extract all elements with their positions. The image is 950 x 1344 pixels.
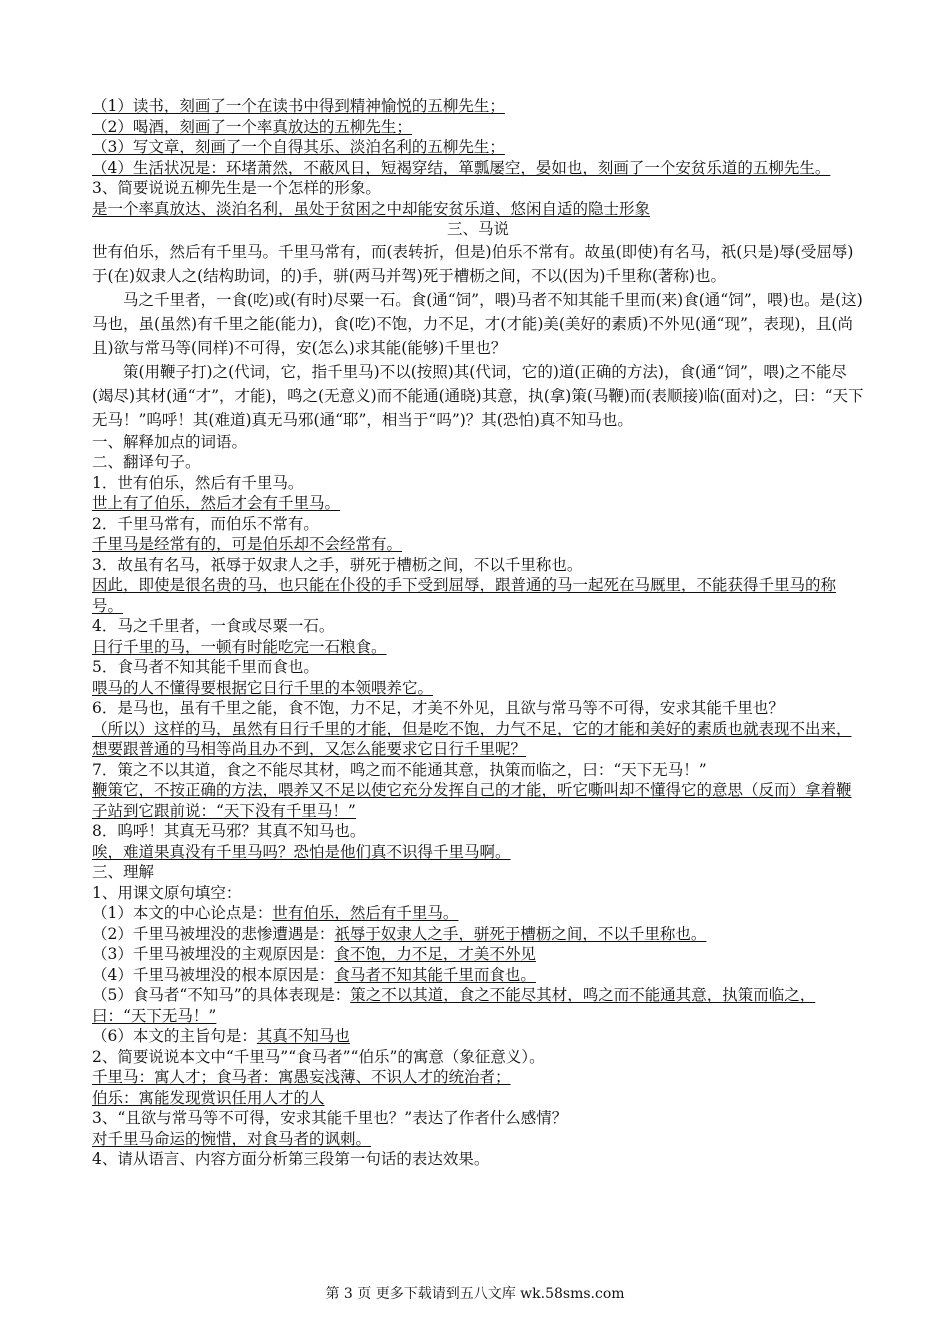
answer-2a: 千里马：寓人才；食马者：寓愚妄浅薄、不识人才的统治者； xyxy=(92,1068,511,1086)
page-footer: 第 3 页 更多下载请到五八文库 wk.58sms.com xyxy=(325,1286,625,1302)
translation-answer: 鞭策它，不按正确的方法，喂养又不足以使它充分发挥自己的才能，听它嘶叫却不懂得它的意思（反而）拿着鞭子站到它跟前说：“天下没有千里马！” xyxy=(92,781,852,820)
fill-answer: 食不饱，力不足，才美不外见 xyxy=(334,945,536,963)
fill-item xyxy=(92,1026,864,1047)
translation-answer: 千里马是经常有的，可是伯乐却不会经常有。 xyxy=(92,535,403,553)
translation-question: 3．故虽有名马，祇辱于奴隶人之手，骈死于槽枥之间，不以千里称也。 xyxy=(92,555,583,574)
fill-title: 1、用课文原句填空： xyxy=(92,883,242,902)
answer-3b: 对千里马命运的惋惜，对食马者的讽刺。 xyxy=(92,1129,372,1148)
translation-question: 5．食马者不知其能千里而食也。 xyxy=(92,658,319,676)
answer-line-3: （3）写文章，刻画了一个自得其乐、淡泊名利的五柳先生； xyxy=(92,138,505,156)
answer-line-1: （1）读书，刻画了一个在读书中得到精神愉悦的五柳先生； xyxy=(92,97,505,115)
passage-paragraph-1: 世有伯乐，然后有千里马。千里马常有，而(表转折，但是)伯乐不常有。故虽(即使)有名马，祇(只是)辱(受屈辱)于(在)奴隶人之(结构助词，的)手，骈(两马并驾)死于槽枥之间，不以(因为)千里称(著称)也。 xyxy=(92,242,854,285)
translation-question: 8．呜呼！其真无马邪？其真不知马也。 xyxy=(92,822,366,840)
fill-question: （2）千里马被埋没的悲惨遭遇是： xyxy=(92,924,335,943)
translation-question: 2．千里马常有，而伯乐不常有。 xyxy=(92,514,319,533)
fill-answer: 策之不以其道，食之不能尽其材，鸣之而不能通其意，执策而临之，曰：“天下无马！” xyxy=(92,986,816,1025)
translation-question: 1．世有伯乐，然后有千里马。 xyxy=(92,473,304,492)
translation-answer: 世上有了伯乐，然后才会有千里马。 xyxy=(92,494,341,512)
fill-question: （5）食马者“不知马”的具体表现是： xyxy=(92,986,351,1004)
section-1-heading: 一、解释加点的词语。 xyxy=(92,432,248,451)
translation-question: 7．策之不以其道，食之不能尽其材，鸣之而不能通其意，执策而临之，曰：“天下无马！” xyxy=(92,760,707,779)
fill-question: （3）千里马被埋没的主观原因是： xyxy=(92,945,335,963)
fill-answer: 食马者不知其能千里而食也。 xyxy=(334,965,536,984)
passage-paragraph-3: 策(用鞭子打)之(代词，它，指千里马)不以(按照)其(代词，它的)道(正确的方法)，食(通“饲”，喂)之不能尽(竭尽)其材(通“才”，才能)，鸣之(无意义)而不能通(通晓)其意，执(拿)策(马鞭)而(表顺接)临(面对)之，曰：“天下无马！”呜呼！其(难道)真无马邪(通“耶”，相当于“吗”)？其(恐怕)真不知马也。 xyxy=(92,362,864,429)
section-2-heading: 二、翻译句子。 xyxy=(92,453,201,471)
fill-question: （6）本文的主旨句是： xyxy=(92,1027,257,1045)
fill-question: （1）本文的中心论点是： xyxy=(92,904,273,922)
translation-answer: （所以）这样的马，虽然有日行千里的才能，但是吃不饱，力气不足，它的才能和美好的素质也就表现不出来，想要跟普通的马相等尚且办不到，又怎么能要求它日行千里呢？ xyxy=(92,719,852,758)
fill-item xyxy=(92,965,864,986)
fill-item xyxy=(92,924,864,945)
answer-3: 是一个率真放达、淡泊名利，虽处于贫困之中却能安贫乐道、悠闲自适的隐士形象 xyxy=(92,199,651,218)
translation-answer: 日行千里的马，一顿有时能吃完一石粮食。 xyxy=(92,637,387,656)
question-4: 4、请从语言、内容方面分析第三段第一句话的表达效果。 xyxy=(92,1150,490,1168)
translation-question: 4．马之千里者，一食或尽粟一石。 xyxy=(92,617,335,635)
fill-item xyxy=(92,985,864,1026)
translation-answer: 因此，即使是很名贵的马，也只能在仆役的手下受到屈辱，跟普通的马一起死在马厩里，不能获得千里马的称号。 xyxy=(92,576,837,615)
passage-paragraph-2: 马之千里者，一食(吃)或(有时)尽粟一石。食(通“饲”，喂)马者不知其能千里而(来)食(通“饲”，喂)也。是(这)马也，虽(虽然)有千里之能(能力)，食(吃)不饱，力不足，才(才能)美(美好的素质)不外见(通“现”，表现)，且(尚且)欲与常马等(同样)不可得，安(怎么)求其能(能够)千里也？ xyxy=(92,290,863,357)
document-page xyxy=(92,96,864,1170)
translation-answer: 喂马的人不懂得要根据它日行千里的本领喂养它。 xyxy=(92,678,434,697)
translation-answer: 唉，难道果真没有千里马吗？恐怕是他们真不识得千里马啊。 xyxy=(92,842,511,861)
answer-line-4: （4）生活状况是：环堵萧然，不蔽风日，短褐穿结，箪瓢屡空，晏如也，刻画了一个安贫乐道的五柳先生。 xyxy=(92,158,831,177)
fill-item xyxy=(92,944,864,965)
question-2: 2、简要说说本文中“千里马”“食马者”“伯乐”的寓意（象征意义）。 xyxy=(92,1047,545,1066)
fill-item xyxy=(92,903,864,924)
question-3b: 3、“且欲与常马等不可得，安求其能千里也？”表达了作者什么感情？ xyxy=(92,1109,568,1127)
fill-answer: 其真不知马也 xyxy=(256,1027,350,1045)
section-title: 三、马说 xyxy=(446,220,509,238)
translation-question: 6．是马也，虽有千里之能，食不饱，力不足，才美不外见，且欲与常马等不可得，安求其能千里也？ xyxy=(92,699,784,717)
fill-answer: 祇辱于奴隶人之手，骈死于槽枥之间，不以千里称也。 xyxy=(334,924,707,943)
answer-2b: 伯乐：寓能发现赏识任用人才的人 xyxy=(92,1088,325,1107)
fill-answer: 世有伯乐，然后有千里马。 xyxy=(272,904,459,922)
section-3-heading: 三、理解 xyxy=(92,863,155,881)
answer-line-2: （2）喝酒，刻画了一个率真放达的五柳先生； xyxy=(92,117,412,136)
fill-question: （4）千里马被埋没的根本原因是： xyxy=(92,965,335,984)
question-3: 3、简要说说五柳先生是一个怎样的形象。 xyxy=(92,179,381,197)
